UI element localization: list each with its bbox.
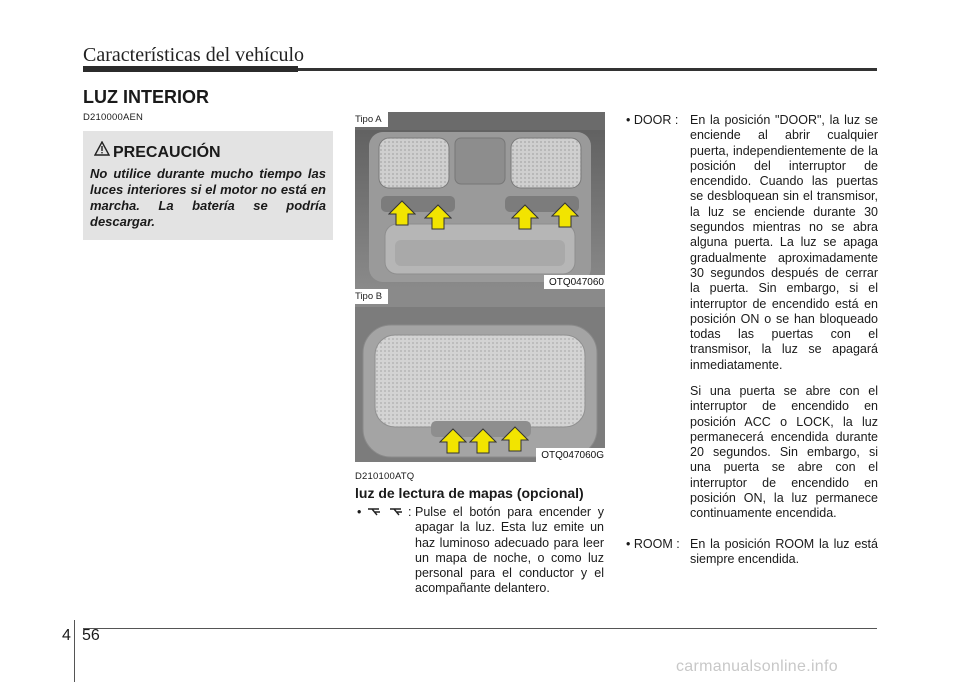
photo-a-code: OTQ047060 (544, 275, 605, 289)
arrow-icon (439, 428, 467, 454)
map-lamp-title: luz de lectura de mapas (opcional) (355, 485, 584, 501)
section-code: D210000AEN (83, 112, 144, 123)
arrow-icon (501, 426, 529, 452)
map-lamp-colon: : (408, 505, 412, 519)
header-rule-accent (83, 66, 298, 72)
caution-title: PRECAUCIÓN (113, 144, 221, 161)
arrow-icon (551, 202, 579, 228)
footer-tick (74, 620, 75, 682)
chapter-number: 4 (62, 627, 71, 644)
photo-b-code: OTQ047060G (536, 448, 605, 462)
map-lamp-icon (366, 506, 406, 519)
arrow-icon (469, 428, 497, 454)
photo-b-label: Tipo B (355, 289, 388, 304)
caution-text: No utilice durante mucho tiempo las luces interiores si el motor no está en marcha. La batería se podría descargar. (90, 166, 326, 229)
door-label: • DOOR : (626, 113, 679, 127)
door-text-2: Si una puerta se abre con el interruptor de encendido en posición ACC o LOCK, la luz permanecerá encendida durante 20 segundos. Sin embargo, si una puerta se abre con el interruptor de encendido en posición ON, la luz permanece continuamente encendida. (690, 384, 878, 521)
photo-tipo-a (355, 112, 605, 289)
watermark: carmanualsonline.info (676, 658, 838, 675)
map-lamp-text: Pulse el botón para encender y apagar la luz. Esta luz emite un haz luminoso adecuado para leer un mapa de noche, o como luz personal para el conductor y el acompañante delantero. (415, 505, 604, 596)
arrow-icon (424, 204, 452, 230)
room-text: En la posición ROOM la luz está siempre encendida. (690, 537, 878, 567)
section-title: LUZ INTERIOR (83, 87, 209, 107)
map-lamp-bullet: • (357, 505, 362, 519)
warning-icon (94, 141, 110, 156)
photo-a-label: Tipo A (355, 112, 388, 127)
header-title: Características del vehículo (83, 44, 305, 66)
door-text: En la posición "DOOR", la luz se enciende al abrir cualquier puerta, independientemente de la posición del interruptor de encendido. Cuando las puertas se desbloquean sin el transmisor, la luz se enciende durante 30 segundos mientras no se abra alguna puerta. La luz se apaga gradualmente aproximadamente 30 segundos después de cerrar la puerta. Sin embargo, si el interruptor de encendido está en posición ON o se han bloqueado todas las puertas con el transmisor, la luz se apagará inmediatamente. (690, 113, 878, 372)
page-number: 56 (82, 627, 100, 644)
photo-tipo-b (355, 289, 605, 462)
arrow-icon (388, 200, 416, 226)
room-label: • ROOM : (626, 537, 680, 551)
arrow-icon (511, 204, 539, 230)
map-lamp-code: D210100ATQ (355, 471, 415, 482)
footer-rule (83, 628, 877, 629)
